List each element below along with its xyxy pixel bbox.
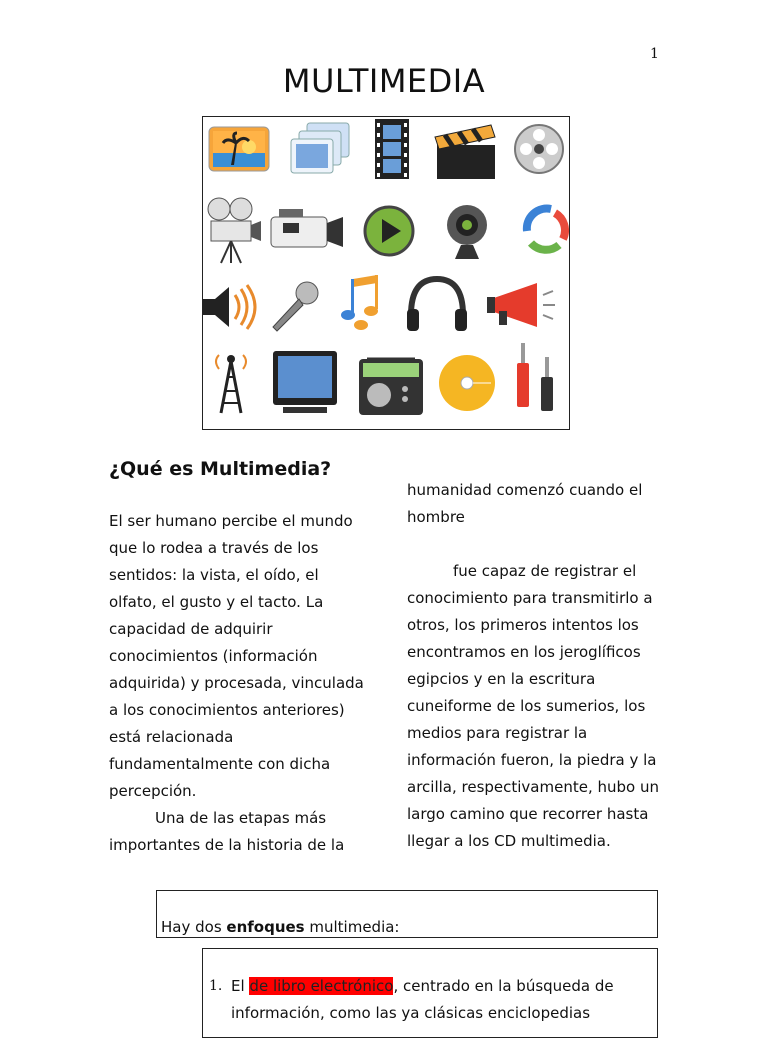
audio-cable-icon (517, 343, 553, 411)
box-bold-text: enfoques (226, 918, 305, 936)
antenna-tower-icon (216, 355, 246, 413)
film-reel-icon (515, 125, 563, 173)
play-button-icon (365, 207, 413, 255)
left-column (109, 454, 369, 859)
television-icon (273, 351, 337, 413)
approaches-box (156, 890, 658, 938)
webcam-icon (447, 205, 487, 259)
microphone-icon (273, 282, 318, 331)
camcorder-icon (271, 209, 343, 247)
music-notes-icon (341, 275, 378, 330)
box-text: multimedia: (304, 918, 400, 936)
clapperboard-icon (435, 125, 495, 179)
list-number: 1. (209, 978, 223, 994)
document-title: MULTIMEDIA (282, 62, 486, 100)
multimedia-icons-image (202, 116, 570, 430)
paragraph: El ser humano percibe el mundo que lo rodea a través de los sentidos: la vista, el oído, el olfato, el gusto y el tacto. La capacidad de adquirir conocimientos (información adquirida) y procesada, vinculada a los conocimientos anteriores) está relacionada fundamentalmente con dicha percepción. (109, 512, 364, 800)
megaphone-icon (487, 283, 555, 327)
list-text: El (231, 977, 250, 995)
paragraph: Una de las etapas más importantes de la historia de la (109, 809, 345, 854)
slides-icon (291, 123, 349, 173)
movie-camera-icon (208, 198, 261, 263)
headphones-icon (407, 279, 467, 331)
film-strip-icon (375, 119, 409, 179)
section-heading: ¿Qué es Multimedia? (109, 458, 332, 480)
list-item (231, 973, 657, 1027)
radio-icon (359, 359, 423, 415)
photo-icon (209, 127, 269, 171)
cd-disc-icon (439, 355, 495, 411)
page-number: 1 (650, 46, 659, 62)
refresh-arrows-icon (527, 209, 565, 250)
highlighted-text: de libro electrónico (249, 977, 394, 995)
right-column (407, 477, 667, 855)
speaker-icon (203, 285, 255, 329)
paragraph: humanidad comenzó cuando el hombre (407, 481, 643, 526)
list-text: , centrado en la búsqueda de información, como las ya clásicas enciclopedias (231, 977, 614, 1022)
paragraph: fue capaz de registrar el conocimiento para transmitirlo a otros, los primeros intentos los encontramos en los jeroglíficos egipcios y en la escritura cuneiforme de los sumerios, los medios para registrar la información fueron, la piedra y la arcilla, respectivamente, hubo un largo camino que recorrer hasta llegar a los CD multimedia. (407, 562, 659, 850)
approach-list-box (202, 948, 658, 1038)
box-text: Hay dos (161, 918, 227, 936)
